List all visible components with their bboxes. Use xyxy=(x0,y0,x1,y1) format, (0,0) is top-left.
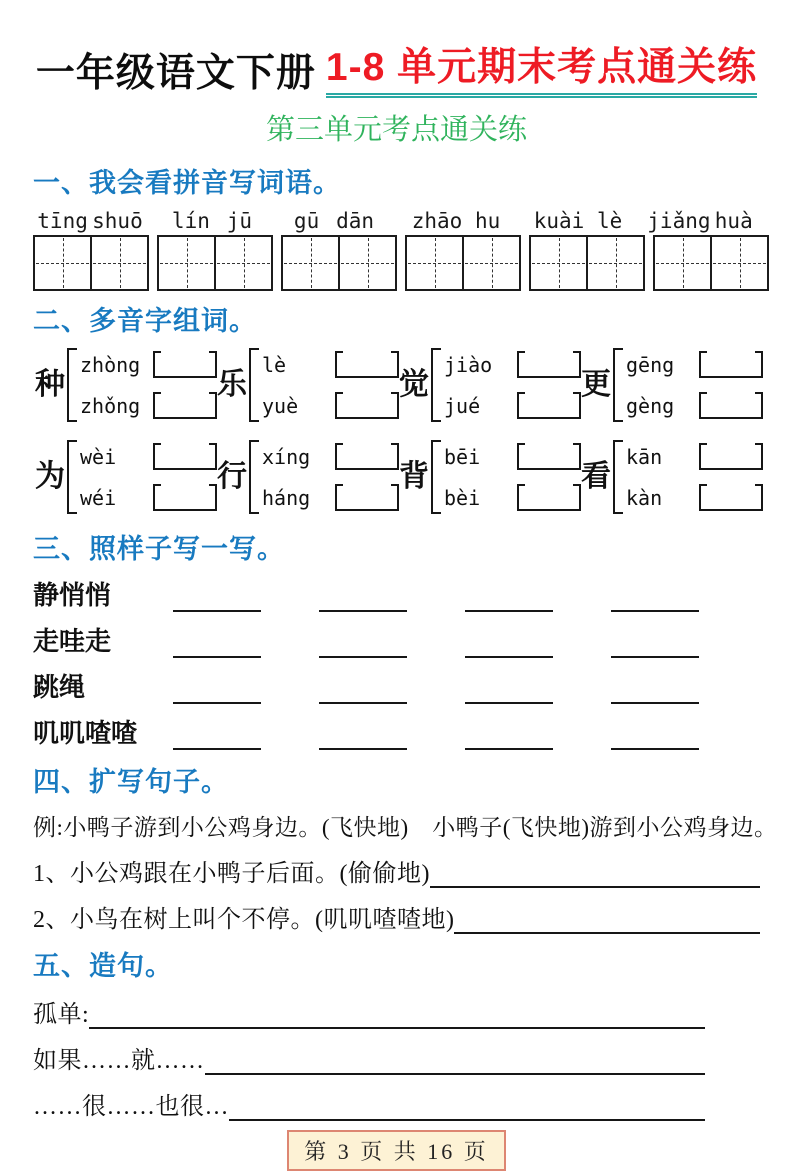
section-heading-make-sentence: 五、造句。 xyxy=(33,951,173,981)
writing-cell[interactable] xyxy=(710,237,767,289)
prompt-word: ……很……也很… xyxy=(33,1094,229,1120)
pinyin-reading: gēng xyxy=(626,353,675,377)
answer-blank[interactable] xyxy=(611,626,699,658)
pinyin-reading: háng xyxy=(262,486,311,510)
pinyin-group xyxy=(155,209,269,233)
answer-blank[interactable] xyxy=(465,672,553,704)
sentence-text: 1、小公鸡跟在小鸭子后面。(偷偷地) xyxy=(33,861,430,887)
pinyin-syllable: jiǎng xyxy=(647,209,711,233)
answer-blank[interactable] xyxy=(699,392,763,419)
example-word: 静悄悄 xyxy=(33,581,112,610)
answer-line[interactable] xyxy=(454,926,760,934)
page-footer xyxy=(33,1130,760,1171)
writing-grid-group xyxy=(405,235,521,291)
answer-blank[interactable] xyxy=(465,718,553,750)
pinyin-group xyxy=(399,209,513,233)
answer-blank[interactable] xyxy=(699,351,763,378)
pinyin-reading: yuè xyxy=(262,394,299,418)
sentence-item xyxy=(33,1042,705,1075)
brace-icon xyxy=(249,348,259,422)
brace-icon xyxy=(613,440,623,514)
answer-line[interactable] xyxy=(205,1067,706,1075)
answer-blank[interactable] xyxy=(153,392,217,419)
brace-icon xyxy=(67,348,77,422)
polyphone-character: 背 xyxy=(399,460,429,493)
writing-cell[interactable] xyxy=(283,237,338,289)
pinyin-reading: bēi xyxy=(444,445,481,469)
worksheet-title xyxy=(33,36,760,98)
pinyin-reading: gèng xyxy=(626,394,675,418)
polyphone-item xyxy=(217,440,399,514)
writing-grid-group xyxy=(157,235,273,291)
writing-grid-group xyxy=(529,235,645,291)
polyphone-row xyxy=(33,440,760,514)
answer-blank[interactable] xyxy=(517,351,581,378)
example-word: 跳绳 xyxy=(33,673,86,702)
answer-blank[interactable] xyxy=(153,484,217,511)
pinyin-reading: wèi xyxy=(80,445,117,469)
example-sentence: 例:小鸭子游到小公鸡身边。(飞快地) 小鸭子(飞快地)游到小公鸡身边。 xyxy=(33,815,778,840)
pinyin-reading: jué xyxy=(444,394,481,418)
pinyin-group xyxy=(643,209,757,233)
pinyin-reading: zhòng xyxy=(80,353,141,377)
sentence-text: 2、小鸟在树上叫个不停。(叽叽喳喳地) xyxy=(33,907,455,933)
sentence-item xyxy=(33,1088,705,1121)
title-unit-range: 1-8 单元期末考点通关练 xyxy=(326,36,757,98)
pinyin-reading: jiào xyxy=(444,353,493,377)
pinyin-reading: kàn xyxy=(626,486,663,510)
answer-blank[interactable] xyxy=(465,626,553,658)
answer-blank[interactable] xyxy=(319,718,407,750)
unit-subtitle: 第三单元考点通关练 xyxy=(265,114,527,146)
writing-cell[interactable] xyxy=(214,237,271,289)
pinyin-syllable: shuō xyxy=(92,209,143,233)
pinyin-syllable: lín xyxy=(171,209,210,233)
writing-grid-group xyxy=(281,235,397,291)
polyphone-item xyxy=(399,440,581,514)
pinyin-syllable: jū xyxy=(226,209,253,233)
writing-cell[interactable] xyxy=(35,237,90,289)
answer-line[interactable] xyxy=(430,880,760,888)
pinyin-reading: kān xyxy=(626,445,663,469)
writing-grid-group xyxy=(33,235,149,291)
polyphone-item xyxy=(399,348,581,422)
brace-icon xyxy=(431,440,441,514)
pinyin-reading: wéi xyxy=(80,486,117,510)
answer-blank[interactable] xyxy=(517,392,581,419)
polyphone-item xyxy=(35,440,217,514)
writing-cell[interactable] xyxy=(655,237,710,289)
answer-blank[interactable] xyxy=(335,443,399,470)
answer-blank[interactable] xyxy=(611,718,699,750)
polyphone-character: 为 xyxy=(35,460,65,493)
pinyin-syllable: gū xyxy=(293,209,320,233)
writing-grid-row xyxy=(33,235,760,291)
brace-icon xyxy=(431,348,441,422)
title-book-name: 一年级语文下册 xyxy=(35,52,316,95)
writing-cell[interactable] xyxy=(159,237,214,289)
example-word: 叽叽喳喳 xyxy=(33,719,138,748)
pinyin-syllable: lè xyxy=(596,209,623,233)
section-heading-polyphone: 二、多音字组词。 xyxy=(33,306,257,336)
pinyin-group xyxy=(521,209,635,233)
writing-cell[interactable] xyxy=(531,237,586,289)
copy-word-row xyxy=(33,578,760,612)
polyphone-character: 觉 xyxy=(399,368,429,401)
polyphone-character: 看 xyxy=(581,460,611,493)
sentence-item xyxy=(33,855,760,888)
prompt-word: 如果……就…… xyxy=(33,1048,205,1074)
answer-blank[interactable] xyxy=(173,672,261,704)
copy-word-row xyxy=(33,670,760,704)
answer-blank[interactable] xyxy=(173,718,261,750)
copy-word-row xyxy=(33,716,760,750)
polyphone-row xyxy=(33,348,760,422)
prompt-word: 孤单: xyxy=(33,1002,90,1028)
pinyin-syllable: dān xyxy=(336,209,375,233)
answer-blank[interactable] xyxy=(517,443,581,470)
brace-icon xyxy=(67,440,77,514)
pinyin-syllable: tīng xyxy=(37,209,88,233)
pinyin-syllable: hu xyxy=(474,209,501,233)
pinyin-group xyxy=(277,209,391,233)
writing-cell[interactable] xyxy=(462,237,519,289)
copy-word-row xyxy=(33,624,760,658)
pinyin-row xyxy=(33,209,760,233)
answer-blank[interactable] xyxy=(319,580,407,612)
pinyin-syllable: huà xyxy=(714,209,753,233)
polyphone-item xyxy=(217,348,399,422)
polyphone-character: 行 xyxy=(217,460,247,493)
answer-blank[interactable] xyxy=(699,484,763,511)
writing-cell[interactable] xyxy=(90,237,147,289)
answer-blank[interactable] xyxy=(465,580,553,612)
polyphone-character: 种 xyxy=(35,368,65,401)
writing-grid-group xyxy=(653,235,769,291)
answer-blank[interactable] xyxy=(335,484,399,511)
pinyin-reading: bèi xyxy=(444,486,481,510)
brace-icon xyxy=(613,348,623,422)
writing-cell[interactable] xyxy=(407,237,462,289)
answer-blank[interactable] xyxy=(319,672,407,704)
writing-cell[interactable] xyxy=(586,237,643,289)
polyphone-item xyxy=(581,348,763,422)
answer-blank[interactable] xyxy=(517,484,581,511)
section-heading-expand-sentence: 四、扩写句子。 xyxy=(33,767,229,797)
sentence-item xyxy=(33,901,760,934)
brace-icon xyxy=(249,440,259,514)
pinyin-syllable: zhāo xyxy=(411,209,463,233)
answer-blank[interactable] xyxy=(153,443,217,470)
pinyin-reading: xíng xyxy=(262,445,311,469)
example-word: 走哇走 xyxy=(33,627,112,656)
answer-blank[interactable] xyxy=(335,392,399,419)
answer-line[interactable] xyxy=(89,1021,705,1029)
answer-blank[interactable] xyxy=(319,626,407,658)
answer-line[interactable] xyxy=(229,1113,705,1121)
polyphone-item xyxy=(35,348,217,422)
polyphone-character: 更 xyxy=(581,368,611,401)
polyphone-item xyxy=(581,440,763,514)
page-number-badge: 第 3 页 共 16 页 xyxy=(287,1130,506,1171)
answer-blank[interactable] xyxy=(699,443,763,470)
pinyin-reading: zhǒng xyxy=(80,394,141,418)
pinyin-group xyxy=(33,209,147,233)
answer-blank[interactable] xyxy=(611,580,699,612)
answer-blank[interactable] xyxy=(173,626,261,658)
answer-blank[interactable] xyxy=(173,580,261,612)
section-heading-pinyin: 一、我会看拼音写词语。 xyxy=(33,168,341,198)
answer-blank[interactable] xyxy=(335,351,399,378)
pinyin-syllable: kuài xyxy=(533,209,585,233)
pinyin-reading: lè xyxy=(262,353,287,377)
section-heading-copy-words: 三、照样子写一写。 xyxy=(33,534,285,564)
answer-blank[interactable] xyxy=(153,351,217,378)
answer-blank[interactable] xyxy=(611,672,699,704)
polyphone-character: 乐 xyxy=(217,368,247,401)
sentence-item xyxy=(33,996,705,1029)
writing-cell[interactable] xyxy=(338,237,395,289)
